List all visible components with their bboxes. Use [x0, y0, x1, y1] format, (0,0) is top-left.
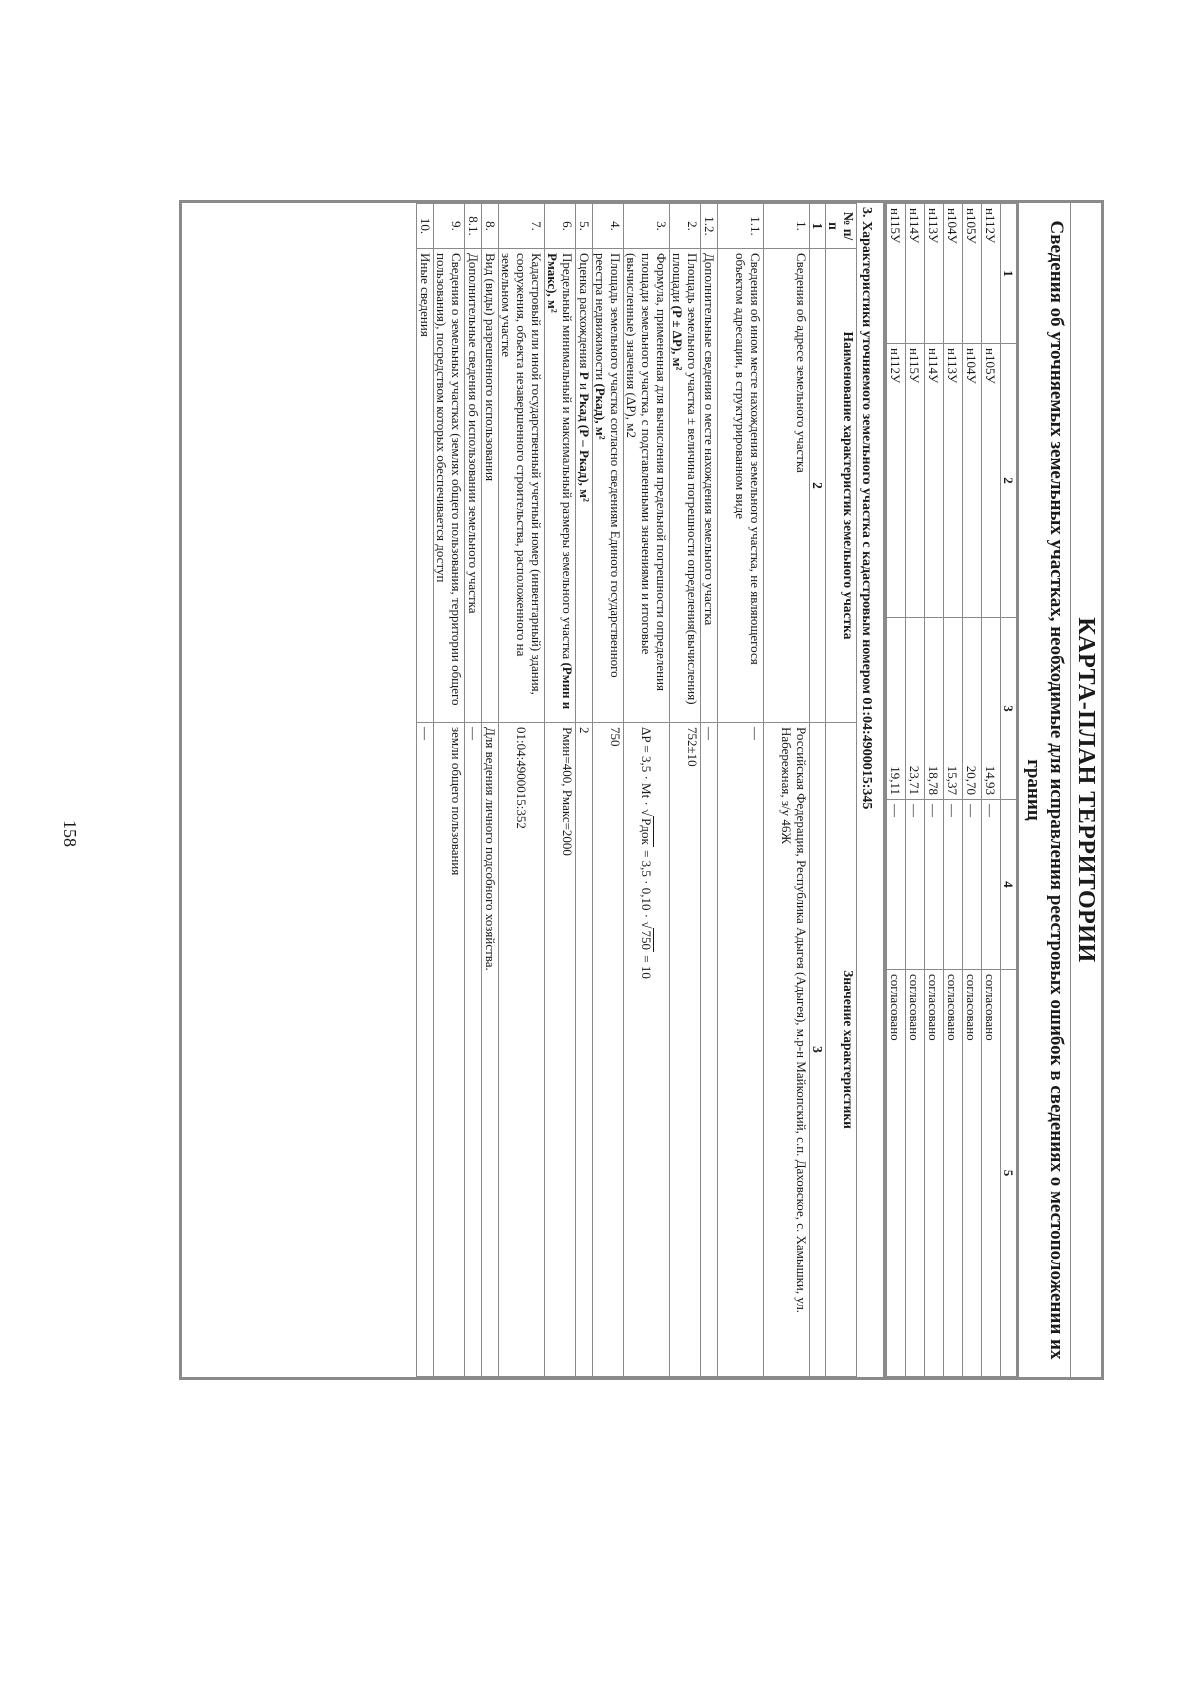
point-from: н114У [906, 204, 925, 344]
characteristic-value: — [718, 723, 764, 1377]
section-3-caption: 3. Характеристики уточняемого земельного участка с кадастровым номером 01:04:4900015:345 [857, 203, 886, 1377]
point-to: н105У [982, 344, 1001, 618]
table-row [545, 204, 576, 1377]
table-row [624, 204, 670, 1377]
point-from: н112У [982, 204, 1001, 344]
table-row [593, 204, 624, 1377]
table-row [499, 204, 545, 1377]
table-row [906, 204, 925, 1377]
row-number: 10. [417, 204, 434, 249]
status: согласовано [906, 970, 925, 1377]
table-row [670, 204, 701, 1377]
characteristic-name: Иные сведения [417, 249, 434, 723]
distance: 19,11 [887, 618, 906, 800]
row-number: 7. [499, 204, 545, 249]
boundary-segments-table [886, 203, 1019, 1377]
characteristic-name: Вид (виды) разрешенного использования [482, 249, 499, 723]
characteristic-value: 2 [576, 723, 593, 1377]
dash-cell: — [925, 800, 944, 970]
table-row [465, 204, 482, 1377]
status: согласовано [982, 970, 1001, 1377]
column-numbers-row [810, 204, 826, 1377]
characteristic-name: Сведения о земельных участках (землях общего пользования, территории общего пользования), посредством которых обеспечивается доступ [434, 249, 465, 723]
document-subtitle: Сведения об уточняемых земельных участках, необходимые для исправления реестровых ошибок в сведениях о местоположении их границ [1023, 220, 1067, 1360]
column-header-number: № п/п [826, 204, 857, 249]
distance: 15,37 [944, 618, 963, 800]
name-bold-text: Р [577, 371, 592, 380]
distance: 20,70 [963, 618, 982, 800]
characteristic-name: Формула, примененная для вычисления предельной погрешности определения площади земельного участка, с подставленными значениями и итоговые (вычисленные) значения (ΔP), м2 [624, 249, 670, 723]
characteristic-value: 750 [593, 723, 624, 1377]
dash-cell: — [982, 800, 1001, 970]
sqrt-sign: √ [639, 809, 654, 817]
sqrt-argument: 750 [639, 930, 654, 950]
formula-result: = 10 [639, 951, 654, 979]
characteristic-name [576, 249, 593, 723]
formula-part: = 3,5 · 0,10 · [639, 846, 654, 922]
status: согласовано [944, 970, 963, 1377]
point-to: н104У [963, 344, 982, 618]
column-number: 1 [810, 204, 826, 249]
formula-value [624, 723, 670, 1377]
name-text: Оценка расхождения [577, 253, 592, 369]
sqrt-sign: √ [639, 921, 654, 929]
column-header: 4 [1001, 800, 1018, 970]
characteristic-value: Для ведения личного подсобного хозяйства. [482, 723, 499, 1377]
characteristic-name [670, 249, 701, 723]
table-header-row [826, 204, 857, 1377]
name-bold-text: (Рмин и Рмакс), м² [545, 253, 575, 710]
formula-part: ΔP = 3,5 · Mt · [639, 727, 654, 810]
row-number: 3. [624, 204, 670, 249]
column-number: 3 [810, 723, 826, 1377]
characteristic-name [593, 249, 624, 723]
characteristic-value: Российская Федерация, Республика Адыгея (Адыгея), м.р-н Майкопский, с.п. Даховское, с. Хамышки, ул. Набережная, з/у 46Ж [764, 723, 810, 1377]
point-to: н113У [944, 344, 963, 618]
characteristic-value: 01:04:4900015:352 [499, 723, 545, 1377]
characteristic-name: Дополнительные сведения о месте нахождения земельного участка [701, 249, 718, 723]
point-to: н115У [906, 344, 925, 618]
point-to: н114У [925, 344, 944, 618]
page-number: 158 [60, 820, 80, 847]
dash-cell: — [887, 800, 906, 970]
name-bold-text: Ркад (Р – Ркад), м² [577, 393, 592, 502]
column-header: 5 [1001, 970, 1018, 1377]
sqrt-argument: Pдок [639, 818, 654, 845]
name-text: Предельный минимальный и максимальный размеры земельного участка [560, 253, 575, 660]
column-header: 1 [1001, 204, 1018, 344]
row-number: 8.1. [465, 204, 482, 249]
dash-cell: — [906, 800, 925, 970]
table-row [982, 204, 1001, 1377]
characteristic-value: 752±10 [670, 723, 701, 1377]
characteristic-value: — [701, 723, 718, 1377]
table-row [417, 204, 434, 1377]
characteristic-name: Кадастровый или иной государственный учетный номер (инвентарный) здания, сооружения, объекта незавершенного строительства, расположенного на земельном участке [499, 249, 545, 723]
column-number: 2 [810, 249, 826, 723]
row-number: 4. [593, 204, 624, 249]
row-number: 1.1. [718, 204, 764, 249]
column-header-name: Наименование характеристик земельного участка [826, 249, 857, 723]
name-text: Площадь земельного участка ± величина погрешности определения(вычисления) площади [670, 253, 700, 705]
row-number: 6. [545, 204, 576, 249]
row-number: 9. [434, 204, 465, 249]
table-row [963, 204, 982, 1377]
characteristic-name: Дополнительные сведения об использовании земельного участка [465, 249, 482, 723]
status: согласовано [925, 970, 944, 1377]
column-header-value: Значение характеристики [826, 723, 857, 1377]
table-row [482, 204, 499, 1377]
table-row [434, 204, 465, 1377]
table-row [887, 204, 906, 1377]
document-title: КАРТА-ПЛАН ТЕРРИТОРИИ [1070, 203, 1101, 1377]
distance: 18,78 [925, 618, 944, 800]
table-header-row [1001, 204, 1018, 1377]
characteristic-value: земли общего пользования [434, 723, 465, 1377]
point-from: н105У [963, 204, 982, 344]
table-row [925, 204, 944, 1377]
table-row [764, 204, 810, 1377]
row-number: 1.2. [701, 204, 718, 249]
status: согласовано [887, 970, 906, 1377]
name-bold-text: (Ркад), м² [593, 383, 608, 440]
table-row [944, 204, 963, 1377]
characteristic-name: Сведения об адресе земельного участка [764, 249, 810, 723]
table-row [701, 204, 718, 1377]
row-number: 8. [482, 204, 499, 249]
characteristic-value: — [417, 723, 434, 1377]
point-from: н115У [887, 204, 906, 344]
column-header: 3 [1001, 618, 1018, 800]
point-from: н104У [944, 204, 963, 344]
table-row [576, 204, 593, 1377]
name-bold-text: (P ± ΔP), м² [670, 305, 685, 371]
name-text: и [577, 379, 592, 394]
characteristic-value: — [465, 723, 482, 1377]
row-number: 1. [764, 204, 810, 249]
characteristic-value: Рмин=400, Рмакс=2000 [545, 723, 576, 1377]
column-header: 2 [1001, 344, 1018, 618]
document-frame [179, 200, 1104, 1380]
point-to: н112У [887, 344, 906, 618]
dash-cell: — [944, 800, 963, 970]
distance: 14,93 [982, 618, 1001, 800]
table-row [718, 204, 764, 1377]
row-number: 5. [576, 204, 593, 249]
dash-cell: — [963, 800, 982, 970]
name-text: Площадь земельного участка согласно сведениям Единого государственного реестра недвижимости [593, 253, 623, 678]
parcel-characteristics-table [416, 203, 857, 1377]
characteristic-name [545, 249, 576, 723]
row-number: 2. [670, 204, 701, 249]
status: согласовано [963, 970, 982, 1377]
characteristic-name: Сведения об ином месте нахождения земельного участка, не являющегося объектом адресации, в структурированном виде [718, 249, 764, 723]
point-from: н113У [925, 204, 944, 344]
distance: 23,71 [906, 618, 925, 800]
